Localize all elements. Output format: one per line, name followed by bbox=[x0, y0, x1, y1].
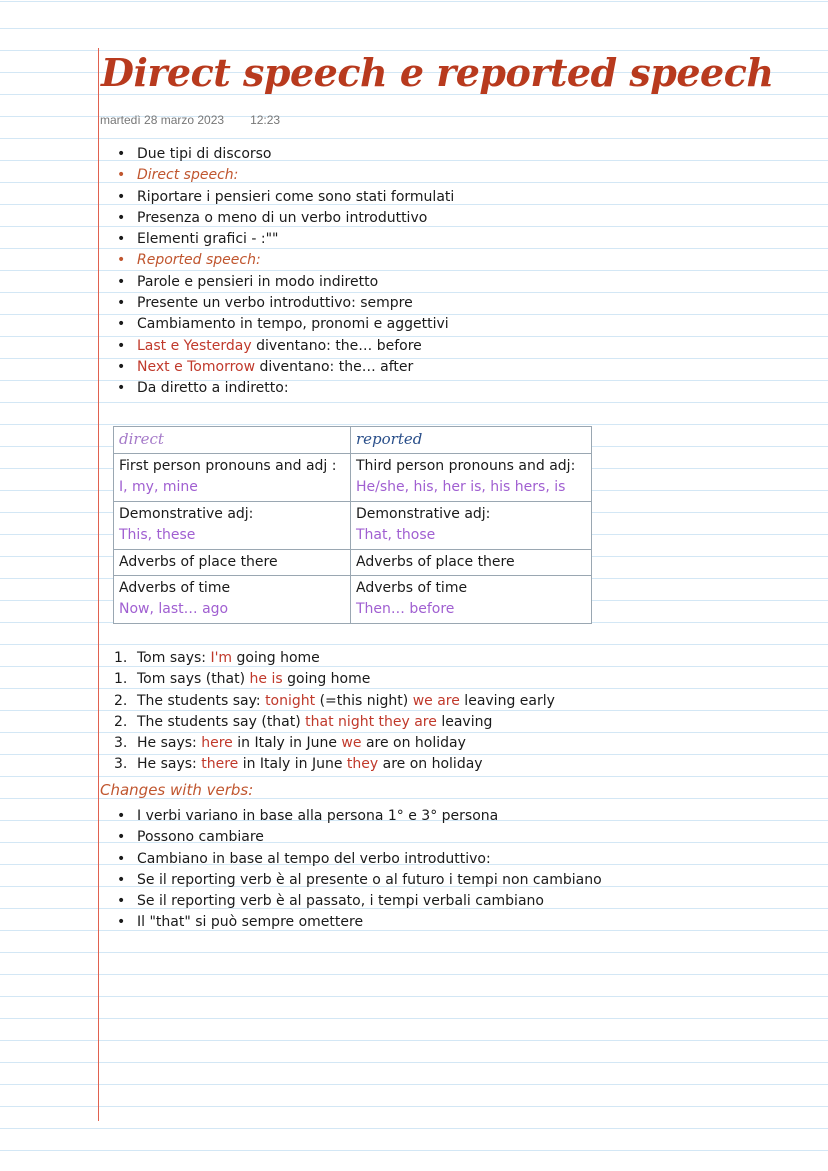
list-item: 2. The students say (that) that night they are leaving bbox=[114, 713, 493, 730]
list-item: • Riportare i pensieri come sono stati formulati bbox=[112, 187, 454, 208]
table-cell: First person pronouns and adj : I, my, mine bbox=[114, 454, 351, 502]
page-date: martedì 28 marzo 2023 bbox=[100, 113, 225, 127]
list-item: • Se il reporting verb è al passato, i tempi verbali cambiano bbox=[112, 891, 602, 912]
list-item: • Elementi grafici - :"" bbox=[112, 229, 454, 250]
list-item: • Il "that" si può sempre omettere bbox=[112, 912, 602, 933]
table-row bbox=[114, 576, 592, 624]
list-item: • Cambiano in base al tempo del verbo introduttivo: bbox=[112, 849, 602, 870]
table-cell: Third person pronouns and adj: He/she, his, her is, his hers, is bbox=[351, 454, 592, 502]
table-cell: Adverbs of place there bbox=[114, 550, 351, 576]
list-item: • Presente un verbo introduttivo: sempre bbox=[112, 293, 454, 314]
list-item: 1. Tom says: I'm going home bbox=[114, 650, 320, 666]
list-item: • I verbi variano in base alla persona 1° e 3° persona bbox=[112, 806, 602, 827]
page-time: 12:23 bbox=[250, 113, 281, 127]
list-item-heading-reported-speech: • Reported speech: bbox=[112, 250, 454, 271]
table-row bbox=[114, 502, 592, 550]
list-item: • Possono cambiare bbox=[112, 827, 602, 848]
table-row bbox=[114, 454, 592, 502]
list-item: • Last e Yesterday diventano: the… before bbox=[112, 336, 454, 357]
list-item: • Da diretto a indiretto: bbox=[112, 378, 454, 399]
table-cell: Adverbs of place there bbox=[351, 550, 592, 576]
table-cell: Adverbs of time Now, last… ago bbox=[114, 576, 351, 624]
table-cell: Adverbs of time Then… before bbox=[351, 576, 592, 624]
table-header-direct: direct bbox=[114, 427, 351, 454]
list-item: • Due tipi di discorso bbox=[112, 144, 454, 165]
page-title: Direct speech e reported speech bbox=[101, 50, 774, 95]
list-item: 2. The students say: tonight (=this night) we are leaving early bbox=[114, 692, 555, 709]
examples-numbered-list bbox=[112, 648, 555, 776]
list-item: • Cambiamento in tempo, pronomi e aggettivi bbox=[112, 314, 454, 335]
list-item: • Parole e pensieri in modo indiretto bbox=[112, 272, 454, 293]
table-row bbox=[114, 550, 592, 576]
intro-bullet-list bbox=[112, 144, 454, 400]
list-item: 3. He says: there in Italy in June they are on holiday bbox=[114, 756, 483, 773]
table-header-reported: reported bbox=[351, 427, 592, 454]
table-cell: Demonstrative adj: That, those bbox=[351, 502, 592, 550]
verbs-bullet-list bbox=[112, 806, 602, 934]
list-item: • Presenza o meno di un verbo introduttivo bbox=[112, 208, 454, 229]
direct-reported-table bbox=[113, 426, 592, 624]
list-item-heading-direct-speech: • Direct speech: bbox=[112, 165, 454, 186]
page-meta bbox=[100, 113, 280, 127]
table-header-row bbox=[114, 427, 592, 454]
table-cell: Demonstrative adj: This, these bbox=[114, 502, 351, 550]
page-margin-line bbox=[98, 48, 99, 1121]
list-item: 1. Tom says (that) he is going home bbox=[114, 671, 371, 688]
list-item: • Next e Tomorrow diventano: the… after bbox=[112, 357, 454, 378]
list-item: • Se il reporting verb è al presente o al futuro i tempi non cambiano bbox=[112, 870, 602, 891]
list-item: 3. He says: here in Italy in June we are on holiday bbox=[114, 735, 466, 752]
subheading-changes-with-verbs: Changes with verbs: bbox=[100, 781, 254, 799]
